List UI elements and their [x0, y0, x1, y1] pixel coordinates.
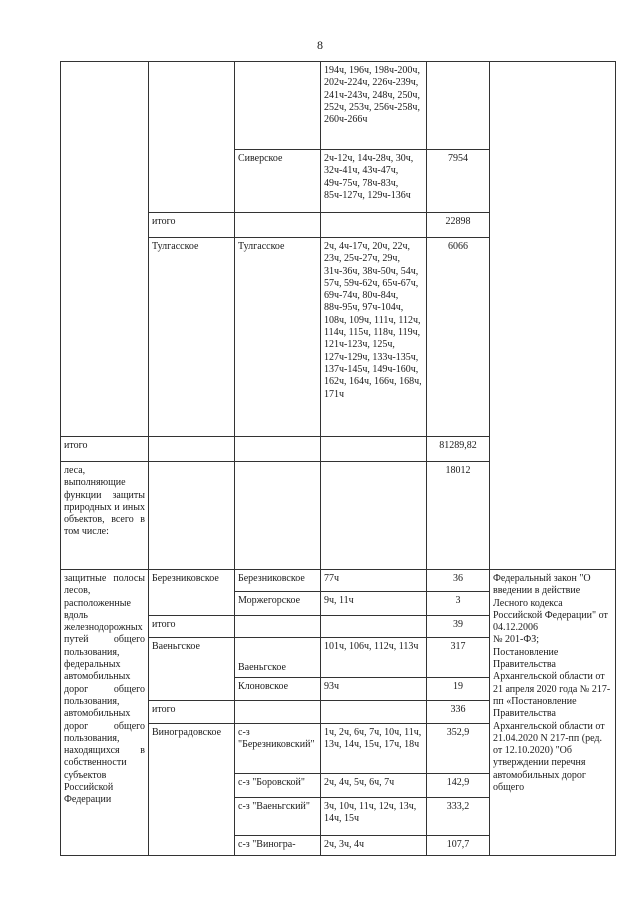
page-number: 8: [317, 38, 323, 52]
quarters-cell: 77ч: [321, 570, 427, 592]
district-cell: Виноградовское: [149, 724, 235, 856]
category-cell: леса, выполняющие функции защиты природных и иных объектов, всего в том числе:: [61, 462, 149, 570]
total-label: итого: [61, 437, 149, 462]
subtotal-label: итого: [149, 616, 235, 638]
total-area: 81289,82: [427, 437, 490, 462]
table-row: [61, 570, 616, 592]
area-cell: 333,2: [427, 798, 490, 836]
forestry-cell: Тулгасское: [235, 238, 321, 437]
area-cell: 352,9: [427, 724, 490, 774]
forestry-cell: с-з "Ваеньгский": [235, 798, 321, 836]
quarters-cell: 1ч, 2ч, 6ч, 7ч, 10ч, 11ч, 13ч, 14ч, 15ч, 17ч, 18ч: [321, 724, 427, 774]
area-cell: 3: [427, 592, 490, 616]
forestry-cell: с-з "Виногра-: [235, 836, 321, 856]
district-cell: Тулгасское: [149, 238, 235, 437]
district-cell: Березниковское: [149, 570, 235, 616]
district-cell: Ваеньгское: [149, 638, 235, 701]
quarters-cell: 101ч, 106ч, 112ч, 113ч: [321, 638, 427, 678]
quarters-cell: 2ч-12ч, 14ч-28ч, 30ч, 32ч-41ч, 43ч-47ч, 49ч-75ч, 78ч-83ч, 85ч-127ч, 129ч-136ч: [321, 150, 427, 213]
forestry-cell: Клоновское: [235, 678, 321, 701]
area-cell: 19: [427, 678, 490, 701]
table-row: [61, 62, 616, 150]
forest-table: [60, 61, 616, 856]
forestry-cell: Сиверское: [235, 150, 321, 213]
quarters-cell: 2ч, 4ч-17ч, 20ч, 22ч, 23ч, 25ч-27ч, 29ч, 31ч-36ч, 38ч-50ч, 54ч, 57ч, 59ч-62ч, 65ч-67ч, 69ч-74ч, 80ч-84ч, 88ч-95ч, 97ч-104ч, 108ч, 109ч, 111ч, 112ч, 114ч, 115ч, 118ч, 119ч, 121ч-123ч, 125ч, 127ч-129ч, 133ч-135ч, 137ч-145ч, 149ч-160ч, 162ч, 164ч, 166ч, 168ч, 171ч: [321, 238, 427, 437]
quarters-cell: 93ч: [321, 678, 427, 701]
quarters-cell: 2ч, 4ч, 5ч, 6ч, 7ч: [321, 774, 427, 798]
forestry-cell: Ваеньгское: [235, 638, 321, 678]
quarters-cell: 9ч, 11ч: [321, 592, 427, 616]
subtotal-label: итого: [149, 701, 235, 724]
forestry-cell: с-з "Березниковский": [235, 724, 321, 774]
area-cell: 142,9: [427, 774, 490, 798]
area-cell: 317: [427, 638, 490, 678]
category-cell: защитные полосы лесов, расположенные вдоль железнодорожных путей общего пользования, федеральных автомобильных дорог общего пользования, автомобильных дорог общего пользования, находящихся в собственности субъектов Российской Федерации: [61, 570, 149, 856]
subtotal-area: 22898: [427, 213, 490, 238]
quarters-cell: 194ч, 196ч, 198ч-200ч, 202ч-224ч, 226ч-239ч, 241ч-243ч, 248ч, 250ч, 252ч, 253ч, 256ч-258ч, 260ч-266ч: [321, 62, 427, 150]
subtotal-area: 336: [427, 701, 490, 724]
area-cell: 6066: [427, 238, 490, 437]
subtotal-label: итого: [149, 213, 235, 238]
forestry-cell: с-з "Боровской": [235, 774, 321, 798]
area-cell: 36: [427, 570, 490, 592]
forestry-cell: Моржегорское: [235, 592, 321, 616]
area-cell: 107,7: [427, 836, 490, 856]
subtotal-area: 39: [427, 616, 490, 638]
legal-basis-cell: Федеральный закон "О введении в действие Лесного кодекса Российской Федерации" от 04.12.2006 № 201-ФЗ; Постановление Правительства Архангельской области от 21 апреля 2020 года № 217-пп «Постановление Правительства Архангельской области от 21.04.2020 N 217-пп (ред. от 12.10.2020) "Об утверждении перечня автомобильных дорог общего: [490, 570, 616, 856]
area-cell: 18012: [427, 462, 490, 570]
quarters-cell: 3ч, 10ч, 11ч, 12ч, 13ч, 14ч, 15ч: [321, 798, 427, 836]
area-cell: 7954: [427, 150, 490, 213]
forestry-cell: Березниковское: [235, 570, 321, 592]
quarters-cell: 2ч, 3ч, 4ч: [321, 836, 427, 856]
